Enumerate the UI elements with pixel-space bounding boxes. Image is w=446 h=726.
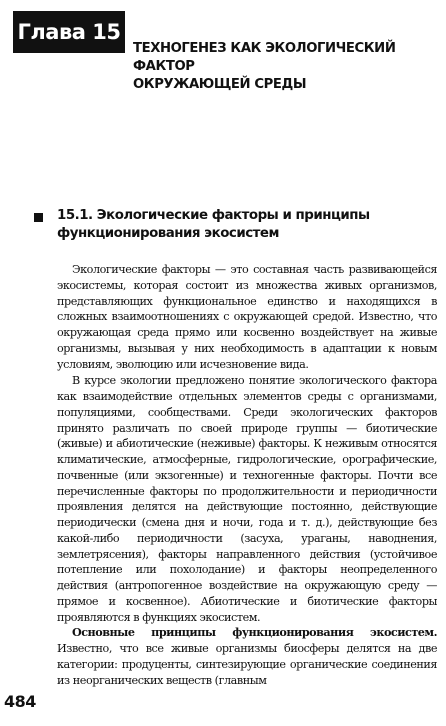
- paragraph-1: Экологические факторы — это составная часть развивающейся экосистемы, которая состоит из множества живых организмов, представляющих функциональное единство и находящихся в сложных взаимоотношениях с окружающей средой. Известно, что окружающая среда прямо или косвенно воздействует на живые организмы, вызывая у них необходимость в адаптации к новым условиям, эволюцию или исчезновение вида.: [57, 263, 437, 371]
- paragraph-3-bold-lead: Основные принципы функционирования экосистем.: [72, 625, 437, 640]
- chapter-title-line-2: ОКРУЖАЮЩЕЙ СРЕДЫ: [133, 77, 307, 92]
- page-number: 484: [4, 692, 36, 711]
- square-bullet-icon: [34, 213, 43, 222]
- section-title: [57, 207, 417, 243]
- chapter-title: [133, 40, 438, 94]
- paragraph-3-text: Известно, что все живые организмы биосферы делятся на две категории: продуценты, синтезирующие органические соединения из неорганических веществ (главным: [57, 642, 437, 687]
- chapter-label: Глава 15: [13, 11, 125, 53]
- body-text: [57, 262, 437, 688]
- chapter-title-line-1: ТЕХНОГЕНЕЗ КАК ЭКОЛОГИЧЕСКИЙ ФАКТОР: [133, 41, 396, 74]
- paragraph-3: [57, 625, 437, 688]
- section-title-line-1: 15.1. Экологические факторы и принципы: [57, 208, 370, 223]
- section-title-line-2: функционирования экосистем: [57, 226, 279, 241]
- paragraph-2: В курсе экологии предложено понятие экологического фактора как взаимодействие отдельных элементов среды с организмами, популяциями, сообществами. Среди экологических факторов принято различать по своей природе группы — биотические (живые) и абиотические (неживые) факторы. К неживым относятся климатические, атмосферные, гидрологические, орографические, почвенные (или экзогенные) и техногенные факторы. Почти все перечисленные факторы по продолжительности и периодичности проявления делятся на действующие постоянно, действующие периодически (смена дня и ночи, года и т. д.), действующие без какой-либо периодичности (засуха, ураганы, наводнения, землетрясения), факторы направленного действия (устойчивое потепление или похолодание) и факторы неопределенного действия (антропогенное воздействие на окружающую среду — прямое и косвенное). Абиотические и биотические факторы проявляются в функциях экосистем.: [57, 374, 437, 624]
